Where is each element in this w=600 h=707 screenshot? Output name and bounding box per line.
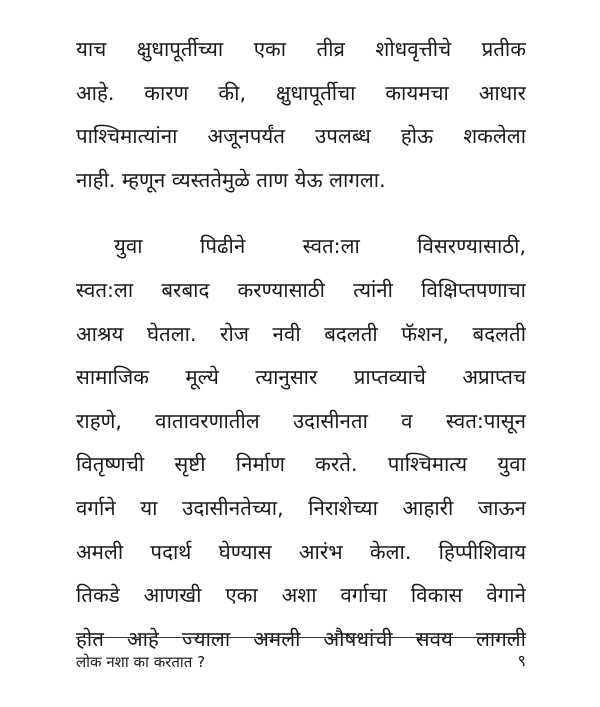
footer-title: लोक नशा का करतात ?: [76, 653, 206, 671]
text-line: राहणे, वातावरणातील उदासीनता व स्वत:पासून: [76, 408, 526, 433]
text-line: वर्गाने या उदासीनतेच्या, निराशेच्या आहारी जाऊन: [76, 495, 526, 520]
text-line: स्वत:ला बरबाद करण्यासाठी त्यांनी विक्षिप्तपणाचा: [76, 277, 526, 302]
text-line: पाश्चिमात्यांना अजूनपर्यंत उपलब्ध होऊ शकलेला: [76, 124, 526, 149]
paragraph: [76, 28, 526, 202]
text-line: सामाजिक मूल्ये त्यानुसार प्राप्तव्याचे अप्राप्तच: [76, 365, 526, 390]
text-line: अमली पदार्थ घेण्यास आरंभ केला. हिप्पीशिवाय: [76, 539, 526, 564]
text-line: वितृष्णची सृष्टी निर्माण करते. पाश्चिमात्य युवा: [76, 452, 526, 477]
text-line: आश्रय घेतला. रोज नवी बदलती फॅशन, बदलती: [76, 321, 526, 346]
text-line: तिकडे आणखी एका अशा वर्गाचा विकास वेगाने: [76, 583, 526, 608]
footer-divider: [76, 637, 526, 638]
body-text: [76, 28, 526, 661]
text-line: आहे. कारण की, क्षुधापूर्तीचा कायमचा आधार: [76, 80, 526, 105]
text-line: याच क्षुधापूर्तीच्या एका तीव्र शोधवृत्तीचे प्रतीक: [76, 37, 526, 61]
text-line: होत आहे ज्याला अमली औषधांची सवय लागली: [76, 626, 526, 651]
text-line: नाही. म्हणून व्यस्ततेमुळे ताण येऊ लागला.: [76, 167, 386, 192]
text-line: युवा पिढीने स्वत:ला विसरण्यासाठी,: [114, 234, 526, 259]
page-number: ९: [517, 651, 526, 670]
paragraph: [76, 225, 526, 661]
